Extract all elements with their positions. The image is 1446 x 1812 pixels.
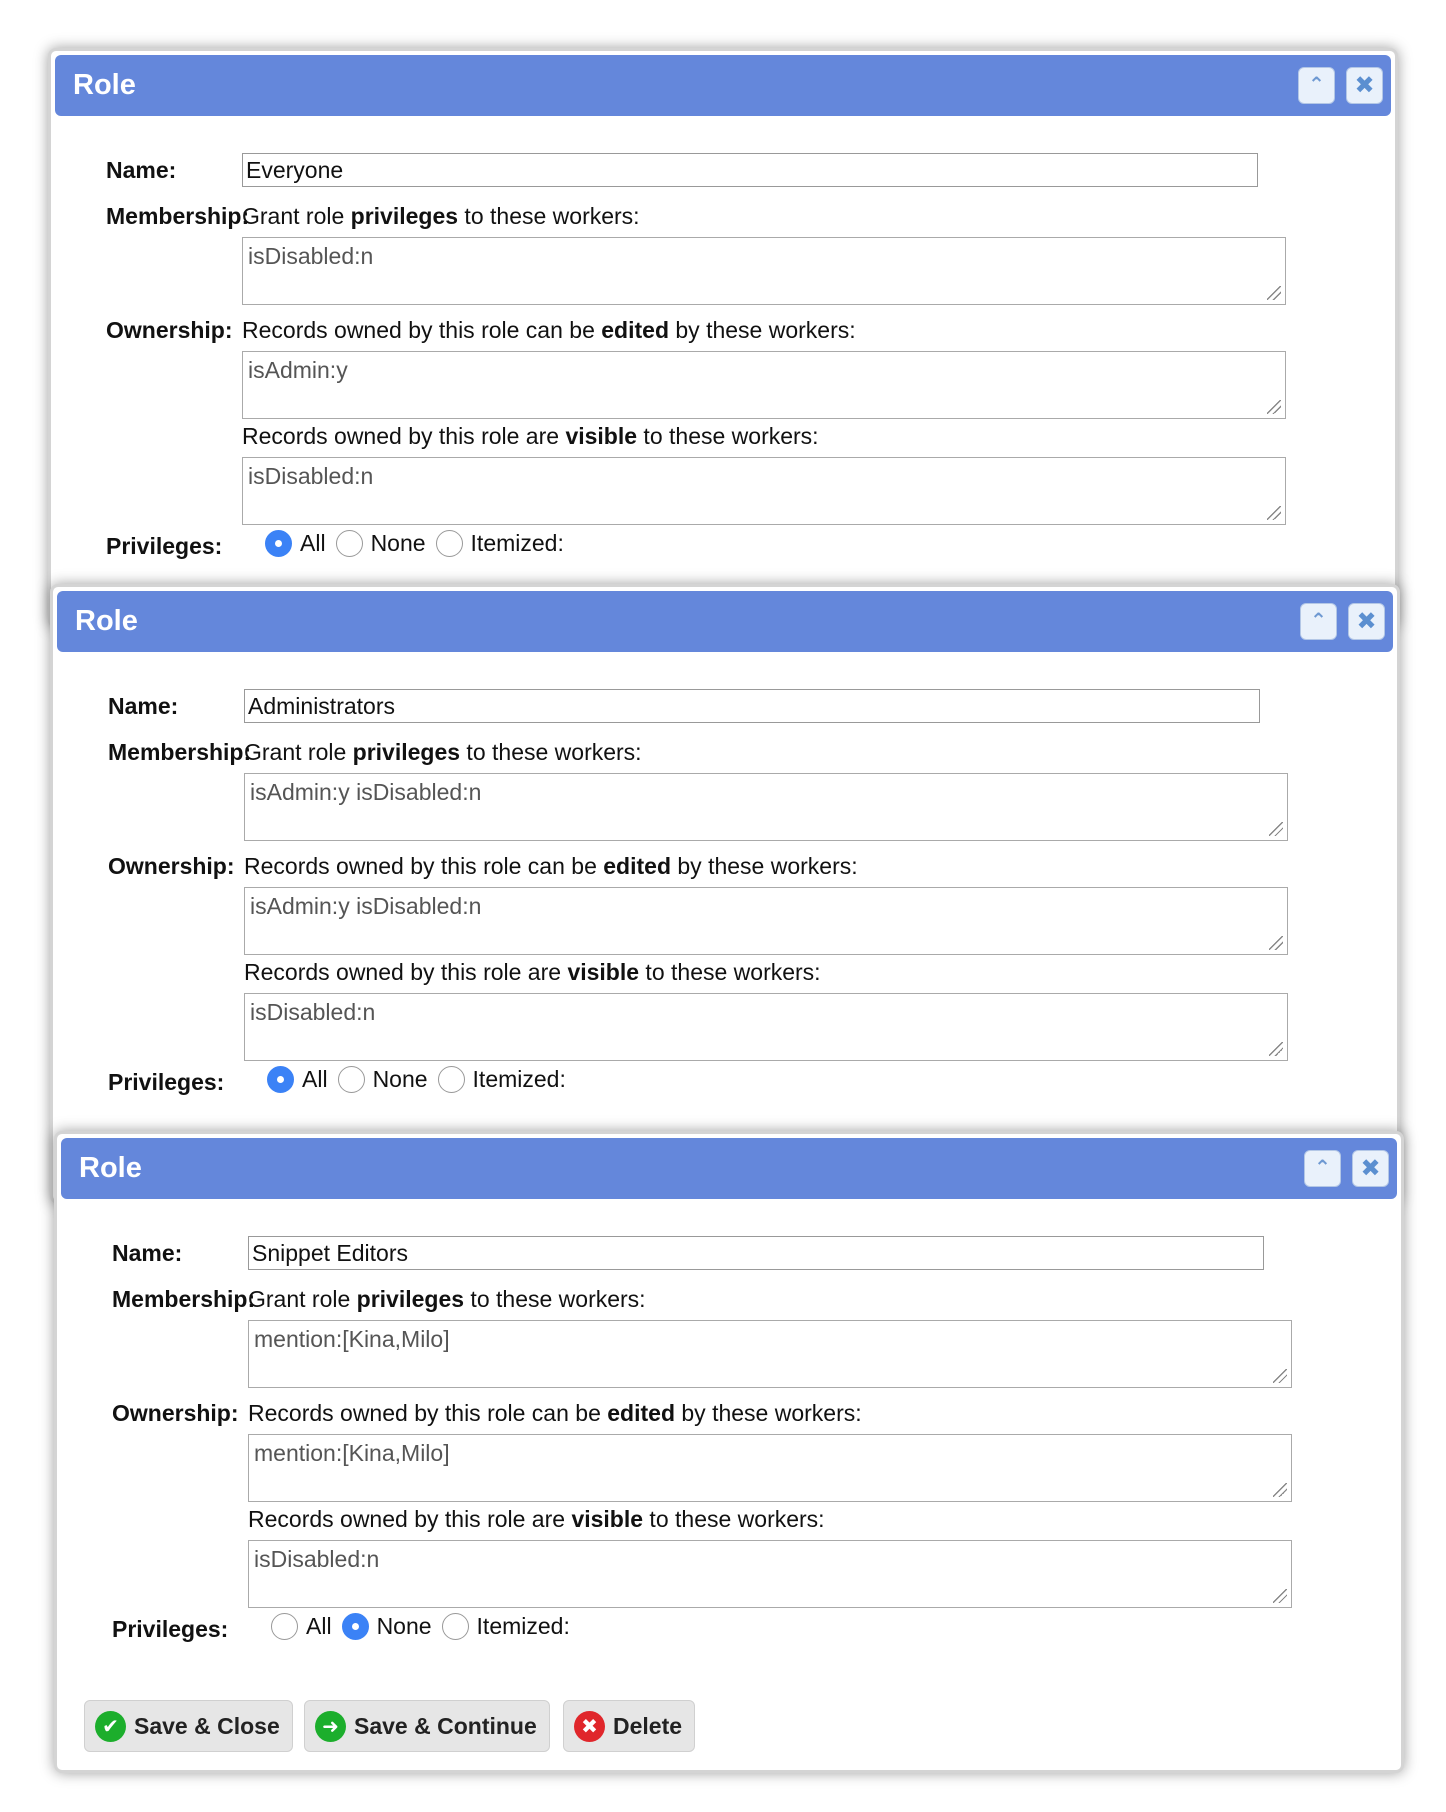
ownership-label: Ownership: [108,853,235,879]
role-dialog-snippet-editors [54,1131,1404,1773]
visible-to-textarea[interactable] [242,457,1286,525]
close-icon[interactable]: ✖ [1346,67,1383,104]
radio-itemized[interactable] [436,530,463,557]
membership-description: Grant role privileges to these workers: [242,203,640,229]
privileges-radio-group [271,1613,580,1640]
visible-to-textarea[interactable] [244,993,1288,1061]
membership-textarea[interactable] [248,1320,1292,1388]
delete-button[interactable] [563,1700,695,1752]
membership-textarea[interactable] [242,237,1286,305]
membership-textarea[interactable] [244,773,1288,841]
visible-description: Records owned by this role are visible to these workers: [244,959,821,985]
dialog-title: Role [73,69,136,101]
privileges-radio-group [265,530,574,557]
delete-x-icon: ✖ [574,1711,605,1742]
radio-itemized-label: Itemized: [476,1613,570,1639]
delete-label: Delete [613,1712,683,1739]
close-icon[interactable]: ✖ [1352,1150,1389,1187]
visible-description: Records owned by this role are visible to these workers: [242,423,819,449]
edited-by-textarea[interactable] [248,1434,1292,1502]
edited-by-textarea[interactable] [244,887,1288,955]
radio-none-label: None [372,1066,428,1092]
ownership-label: Ownership: [106,317,233,343]
radio-none[interactable] [342,1613,369,1640]
role-name-input[interactable] [244,689,1260,723]
edited-description: Records owned by this role can be edited by these workers: [248,1400,862,1426]
radio-itemized[interactable] [438,1066,465,1093]
name-label: Name: [108,693,179,719]
edited-description: Records owned by this role can be edited by these workers: [244,853,858,879]
save-continue-label: Save & Continue [354,1712,537,1739]
radio-all[interactable] [265,530,292,557]
edited-description: Records owned by this role can be edited by these workers: [242,317,856,343]
role-name-input[interactable] [248,1236,1264,1270]
radio-none-label: None [376,1613,432,1639]
radio-itemized[interactable] [442,1613,469,1640]
role-dialog-administrators [50,584,1400,1204]
arrow-right-icon: ➜ [315,1711,346,1742]
radio-none-label: None [370,530,426,556]
radio-none[interactable] [338,1066,365,1093]
radio-all[interactable] [271,1613,298,1640]
save-continue-button[interactable] [304,1700,550,1752]
membership-description: Grant role privileges to these workers: [244,739,642,765]
radio-all-label: All [306,1613,332,1639]
save-close-button[interactable] [84,1700,293,1752]
radio-all[interactable] [267,1066,294,1093]
privileges-radio-group [267,1066,576,1093]
privileges-label: Privileges: [106,533,223,559]
chevron-up-icon[interactable]: ⌃ [1304,1150,1341,1187]
membership-description: Grant role privileges to these workers: [248,1286,646,1312]
dialog-title: Role [75,605,138,637]
radio-itemized-label: Itemized: [472,1066,566,1092]
chevron-up-icon[interactable]: ⌃ [1300,603,1337,640]
ownership-label: Ownership: [112,1400,239,1426]
radio-all-label: All [302,1066,328,1092]
role-name-input[interactable] [242,153,1258,187]
radio-itemized-label: Itemized: [470,530,564,556]
visible-description: Records owned by this role are visible to these workers: [248,1506,825,1532]
dialog-titlebar[interactable] [61,1138,1397,1199]
dialog-titlebar[interactable] [57,591,1393,652]
visible-to-textarea[interactable] [248,1540,1292,1608]
save-close-label: Save & Close [134,1712,280,1739]
membership-label: Membership: [112,1286,256,1312]
chevron-up-icon[interactable]: ⌃ [1298,67,1335,104]
privileges-label: Privileges: [108,1069,225,1095]
privileges-label: Privileges: [112,1616,229,1642]
close-icon[interactable]: ✖ [1348,603,1385,640]
radio-all-label: All [300,530,326,556]
role-dialog-everyone [48,48,1398,628]
check-icon: ✔ [95,1711,126,1742]
edited-by-textarea[interactable] [242,351,1286,419]
dialog-titlebar[interactable] [55,55,1391,116]
radio-none[interactable] [336,530,363,557]
membership-label: Membership: [106,203,250,229]
name-label: Name: [106,157,177,183]
name-label: Name: [112,1240,183,1266]
dialog-title: Role [79,1152,142,1184]
membership-label: Membership: [108,739,252,765]
